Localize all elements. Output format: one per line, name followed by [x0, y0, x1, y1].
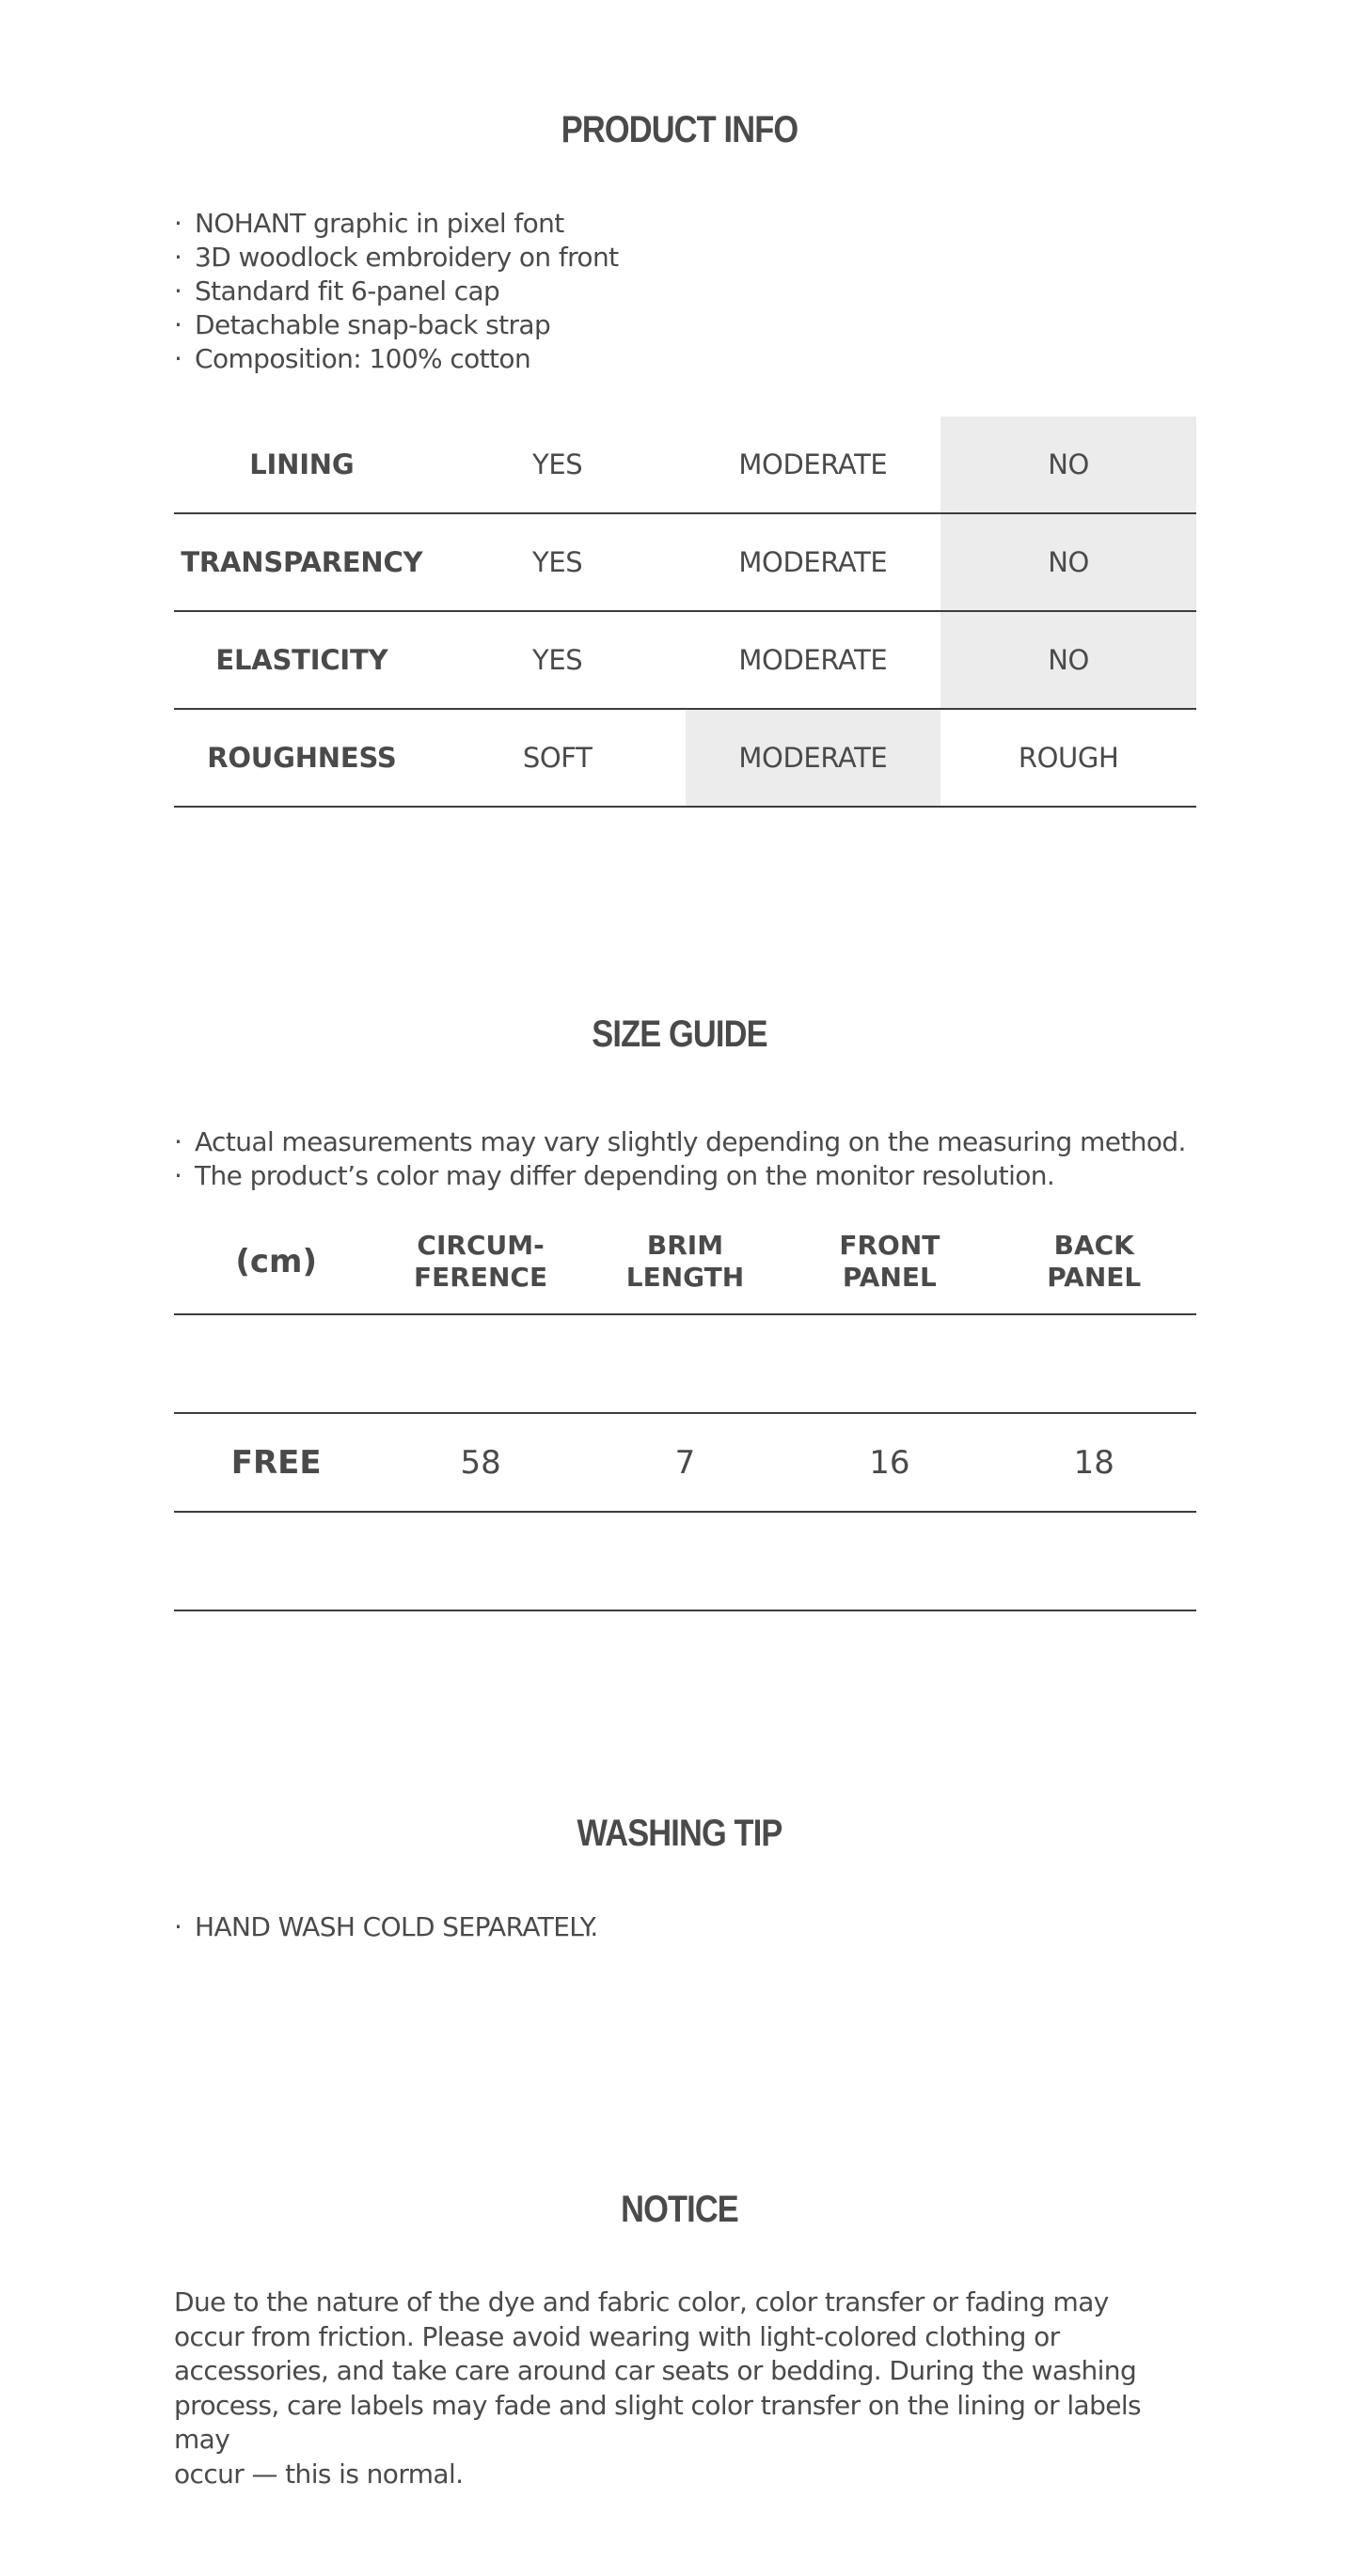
property-option-selected: MODERATE [686, 710, 941, 806]
product-info-title: PRODUCT INFO [561, 109, 798, 150]
bullet-item: · Standard fit 6-panel cap [174, 275, 500, 306]
bullet-item: · Detachable snap-back strap [174, 309, 551, 340]
notice-line: occur — this is normal. [174, 2458, 464, 2490]
size-column-header: FRONT PANEL [839, 1230, 940, 1293]
bullet-item: · NOHANT graphic in pixel font [174, 208, 564, 239]
size-value: 16 [869, 1443, 910, 1482]
size-value [378, 1513, 582, 1610]
size-value [583, 1513, 787, 1610]
size-guide-title: SIZE GUIDE [592, 1013, 767, 1055]
property-option: ROUGH [1018, 742, 1119, 774]
property-option: YES [532, 546, 583, 578]
size-value: 58 [460, 1443, 501, 1482]
size-table-header [174, 1219, 1196, 1315]
property-label: ELASTICITY [215, 644, 388, 676]
washing-tip-bullets [174, 1910, 1209, 1944]
washing-tip-title: WASHING TIP [577, 1813, 782, 1854]
notice-line: accessories, and take care around car seats or bedding. During the washing [174, 2355, 1137, 2386]
size-value [787, 1513, 991, 1610]
size-label: FREE [230, 1443, 322, 1482]
size-value [583, 1315, 787, 1412]
size-column-header: BACK PANEL [1047, 1230, 1142, 1293]
property-row-roughness [174, 710, 1196, 808]
size-table-row [174, 1414, 1196, 1513]
size-value [992, 1315, 1196, 1412]
bullet-item: · Actual measurements may vary slightly depending on the measuring method. [174, 1126, 1186, 1157]
size-table-row [174, 1513, 1196, 1611]
property-option-selected: NO [940, 416, 1196, 512]
property-row-lining [174, 416, 1196, 514]
size-label [174, 1315, 378, 1412]
size-table [174, 1219, 1196, 1611]
size-label [174, 1513, 378, 1610]
size-value [787, 1315, 991, 1412]
product-info-bullets [174, 207, 1209, 376]
property-row-transparency [174, 514, 1196, 612]
bullet-item: · The product’s color may differ depending on the monitor resolution. [174, 1160, 1055, 1191]
size-column-header: BRIM LENGTH [625, 1230, 745, 1293]
notice-title: NOTICE [621, 2189, 738, 2230]
notice-text [174, 2285, 1190, 2491]
size-value [378, 1315, 582, 1412]
fabric-properties-table [174, 416, 1196, 808]
property-option: YES [532, 448, 583, 480]
size-value: 18 [1073, 1443, 1114, 1482]
property-label: TRANSPARENCY [181, 546, 423, 578]
bullet-item: · 3D woodlock embroidery on front [174, 242, 619, 273]
property-option: YES [532, 644, 583, 676]
property-option: MODERATE [738, 644, 888, 676]
notice-line: occur from friction. Please avoid wearing with light-colored clothing or [174, 2320, 1060, 2352]
property-label: LINING [249, 448, 355, 480]
property-label: ROUGHNESS [207, 742, 397, 774]
size-column-header: CIRCUM- FERENCE [414, 1230, 548, 1293]
bullet-item: · Composition: 100% cotton [174, 343, 531, 374]
property-option: SOFT [522, 742, 593, 774]
property-option: MODERATE [738, 546, 888, 578]
size-table-row [174, 1315, 1196, 1414]
size-value [992, 1513, 1196, 1610]
size-column-header: (cm) [235, 1243, 318, 1280]
property-row-elasticity [174, 612, 1196, 710]
bullet-item: · HAND WASH COLD SEPARATELY. [174, 1911, 598, 1942]
property-option-selected: NO [940, 514, 1196, 610]
property-option: MODERATE [738, 448, 888, 480]
notice-line: Due to the nature of the dye and fabric color, color transfer or fading may [174, 2286, 1109, 2317]
notice-line: process, care labels may fade and slight color transfer on the lining or labels may [174, 2389, 1142, 2455]
size-value: 7 [674, 1443, 696, 1482]
property-option-selected: NO [940, 612, 1196, 708]
size-guide-bullets [174, 1125, 1209, 1193]
